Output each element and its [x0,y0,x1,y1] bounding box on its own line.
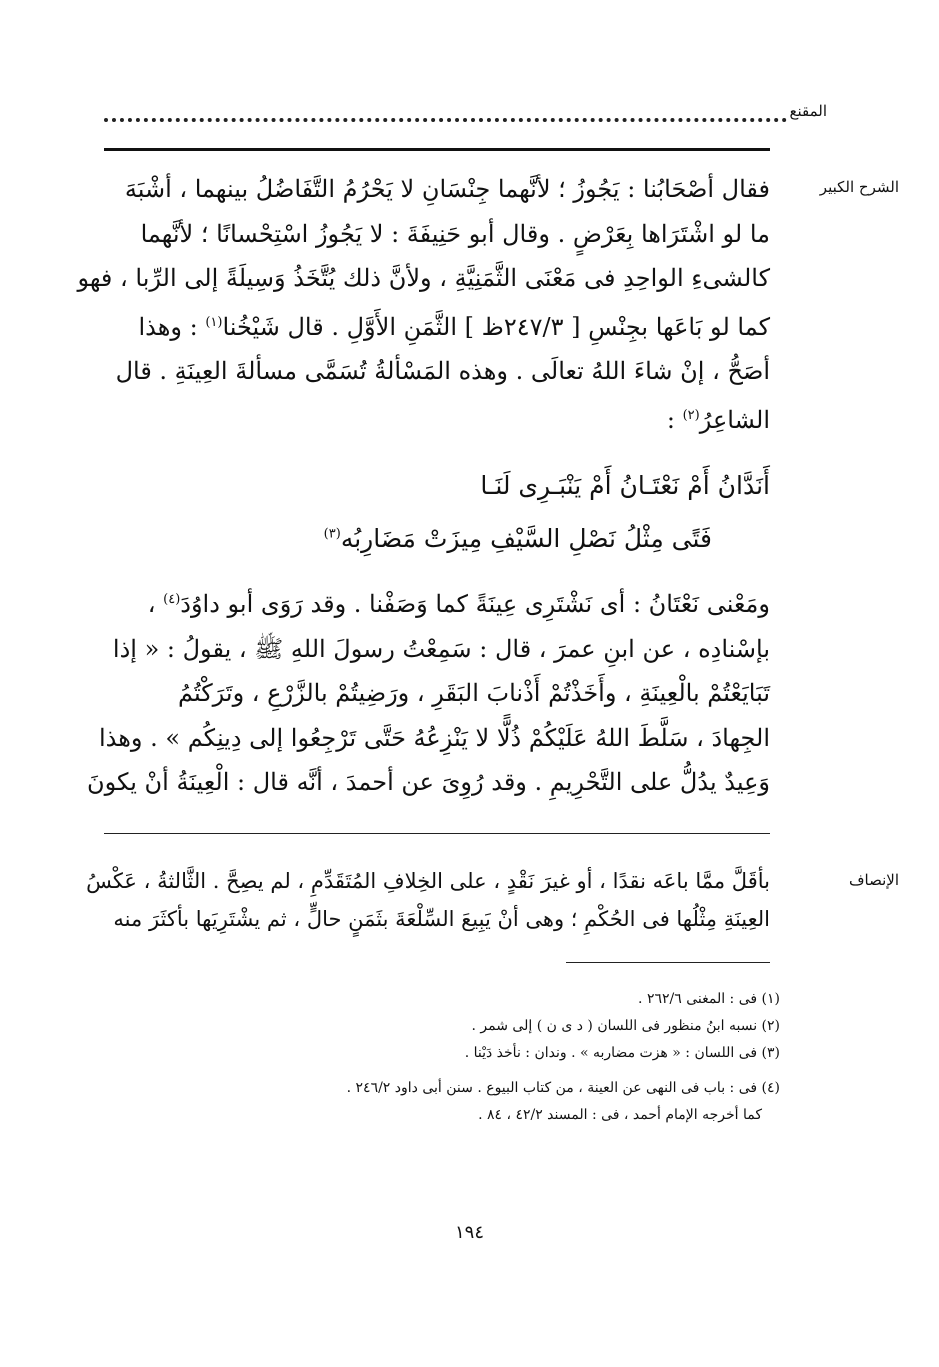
footnote-3: (٣) فى اللسان : « هزت مضاربه » . وندان : نأخذ دَيْنا . [464,1045,780,1061]
header-rule [104,148,770,151]
main-line-8: بإسْنادِه ، عن ابنِ عمرَ ، قال : سَمِعْتُ رسولَ اللهِ ﷺ ، يقولُ : « إذا [112,634,770,663]
section-divider [104,833,770,834]
main-text-part1 [77,167,770,442]
main-line-5: أصَحُّ ، إنْ شاءَ اللهُ تعالَى . وهذه المَسْألةُ تُسَمَّى مسألةَ العِينَةِ . قال [115,357,770,385]
footnote-ref-3: (٣) [323,526,341,542]
verse-line-2 [104,524,770,553]
footnote-rule [566,962,770,963]
footnote-ref-1: (١) [205,314,223,330]
main-text-part2 [86,578,770,805]
main-line-9: تَبَايَعْتُمْ بالْعِينَةِ ، وأَخَذْتُمْ أَذْنابَ البَقَرِ ، ورَضِيتُمْ بالزَّرْعِ ، وتَرَكْتُمُ [178,679,770,707]
main-line-4-tail: : وهذا [138,312,206,341]
page-number: ١٩٤ [454,1222,484,1243]
main-line-7-text: ومَعْنى نَعْتَانُ : أى نَشْتَرِى عِينَةً كما وَصَفْنا . وقد رَوَى أبو داوُدَ [180,590,770,618]
running-header-title: المقنع [789,102,827,120]
main-line-7-tail: ، [147,590,164,618]
main-line-6-text: الشاعِرُ [699,405,770,434]
footnote-4-continued: كما أخرجه الإمام أحمد ، فى : المسند ٤٢/٢ ، ٨٤ . [478,1107,762,1123]
insaf-section-label: الإنصاف [848,871,899,889]
insaf-line-2: العِينَةِ مِثْلُها فى الحُكْمِ ؛ وهى أنْ يَبِيعَ السِّلْعَةَ بثَمَنٍ حالٍّ ، ثم يشْتَرِيَها بأكثَرَ منه [113,907,770,931]
header-dotted-line [104,108,787,122]
main-line-3: كالشىءِ الواحِدِ فى مَعْنَى الثَّمَنِيَّةِ ، ولأنَّ ذلك يُتَّخَذُ وَسِيلَةً إلى الرِّبا ، فهو [77,264,770,292]
verse-line-2-text: فَتًى مِثْلُ نَصْلِ السَّيْفِ مِيزَتْ مَضَارِبُه [340,524,712,553]
main-line-2: ما لو اشْتَرَاها بِعَرْضٍ . وقال أبو حَنِيفَةَ : لا يَجُوزُ اسْتِحْسانًا ؛ لأنَّهما [140,219,770,248]
footnote-4: (٤) فى : باب فى النهى عن العينة ، من كتاب البيوع . سنن أبى داود ٢٤٦/٢ . [346,1080,780,1096]
footnote-2: (٢) نسبه ابنُ منظور فى اللسان ( د ى ن ) إلى شمر . [471,1018,780,1034]
main-line-4 [104,301,770,350]
main-line-1: فقال أصْحَابُنا : يَجُوزُ ؛ لأنَّهما جِنْسَانِ لا يَحْرُمُ التَّفَاضُلُ بينهما ، أشْبَهَ [124,175,770,203]
footnote-ref-2: (٢) [682,407,700,423]
main-line-11: وَعِيدٌ يدُلُّ على التَّحْرِيمِ . وقد رُوِىَ عن أحمدَ ، أنَّه قال : الْعِينَةُ أنْ يكونَ [86,768,770,796]
main-line-6-tail: : [666,405,683,434]
sharh-section-label: الشرح الكبير [819,178,899,196]
footnote-1: (١) فى : المغنى ٢٦٢/٦ . [638,991,780,1007]
main-line-4-text: كما لو بَاعَها بجِنْسِ [ ٢٤٧/٣ظ ] الثَّمَنِ الأَوَّلِ . قال شَيْخُنا [222,312,770,341]
main-line-10: الجِهادَ ، سَلَّطَ اللهُ عَلَيْكُمْ ذُلًّا لا يَنْزِعُهُ حَتَّى تَرْجِعُوا إلى دِينِكُم » . وهذا [99,723,770,752]
insaf-text [86,862,770,938]
main-line-6 [104,394,770,443]
footnotes [180,986,780,1129]
main-line-7 [104,578,770,627]
footnote-ref-4: (٤) [163,592,181,607]
insaf-line-1: بأقَلَّ ممَّا باعَه نقدًا ، أو غيرَ نَقْدٍ ، على الخِلافِ المُتَقَدِّمِ ، لم يصِحَّ . الثَّالثةُ ، عَكْسُ [86,869,770,893]
verse-line-1: أَنَدَّانُ أَمْ نَعْتَـانُ أَمْ يَنْبَـرِى لَنَـا [480,471,770,500]
